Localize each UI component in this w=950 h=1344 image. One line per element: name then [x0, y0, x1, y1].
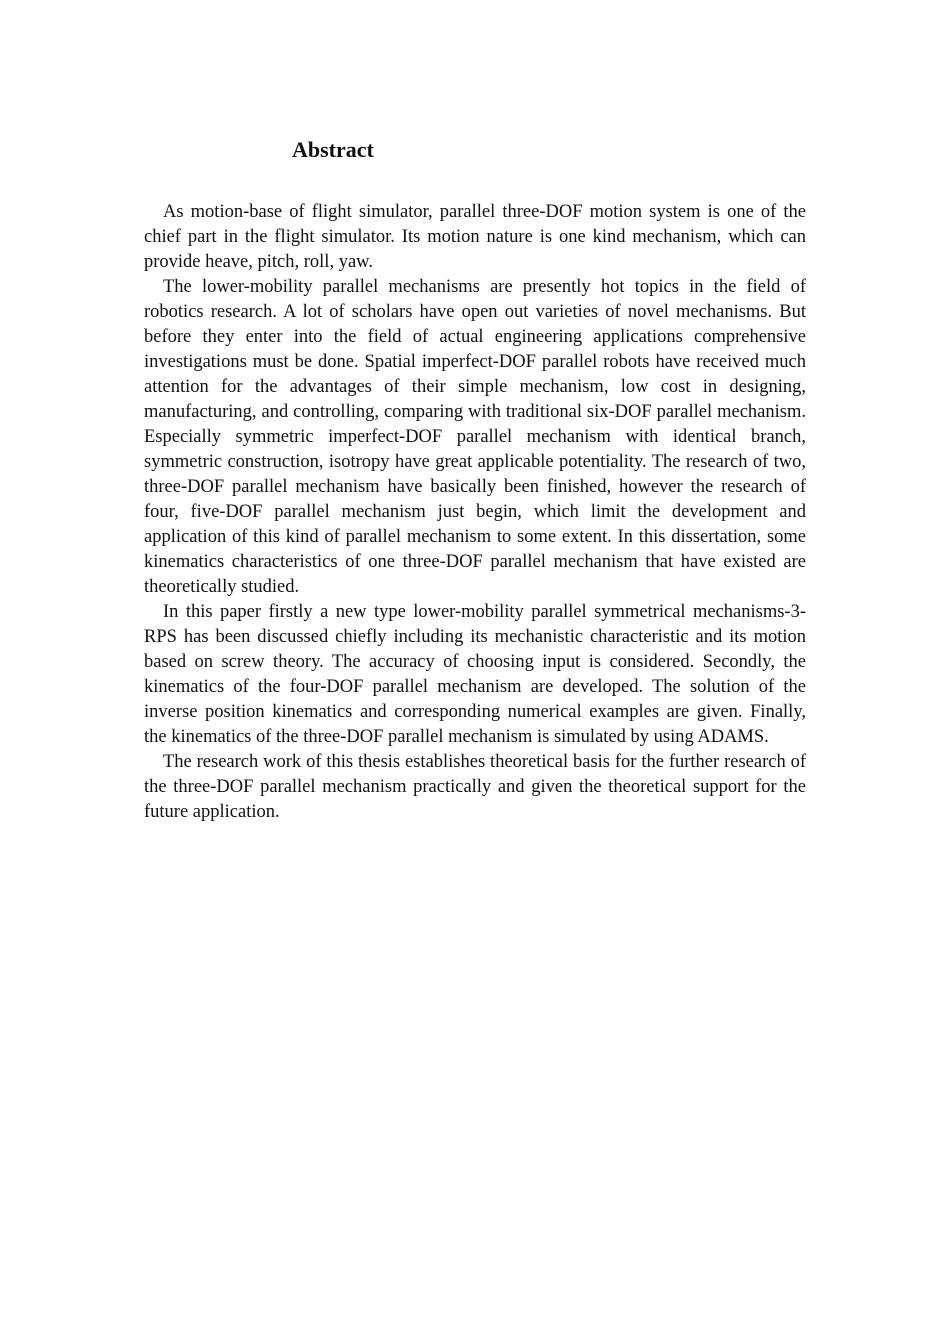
abstract-paragraph-4: The research work of this thesis establishes theoretical basis for the further research of the three-DOF parallel mechanism practically and given the theoretical support for the future application.	[144, 752, 806, 822]
abstract-paragraph-2: The lower-mobility parallel mechanisms are presently hot topics in the field of robotics research. A lot of scholars have open out varieties of novel mechanisms. But before they enter into the field of actual engineering applications comprehensive investigations must be done. Spatial imperfect-DOF parallel robots have received much attention for the advantages of their simple mechanism, low cost in designing, manufacturing, and controlling, comparing with traditional six-DOF parallel mechanism. Especially symmetric imperfect-DOF parallel mechanism with identical branch, symmetric construction, isotropy have great applicable potentiality. The research of two, three-DOF parallel mechanism have basically been finished, however the research of four, five-DOF parallel mechanism just begin, which limit the development and application of this kind of parallel mechanism to some extent. In this dissertation, some kinematics characteristics of one three-DOF parallel mechanism that have existed are theoretically studied.	[144, 277, 806, 597]
abstract-paragraph-1: As motion-base of flight simulator, parallel three-DOF motion system is one of the chief part in the flight simulator. Its motion nature is one kind mechanism, which can provide heave, pitch, roll, yaw.	[144, 202, 806, 272]
abstract-paragraph-3: In this paper firstly a new type lower-mobility parallel symmetrical mechanisms-3-RPS has been discussed chiefly including its mechanistic characteristic and its motion based on screw theory. The accuracy of choosing input is considered. Secondly, the kinematics of the four-DOF parallel mechanism are developed. The solution of the inverse position kinematics and corresponding numerical examples are given. Finally, the kinematics of the three-DOF parallel mechanism is simulated by using ADAMS.	[144, 602, 806, 747]
abstract-title: Abstract	[292, 137, 374, 162]
abstract-body	[144, 200, 806, 825]
